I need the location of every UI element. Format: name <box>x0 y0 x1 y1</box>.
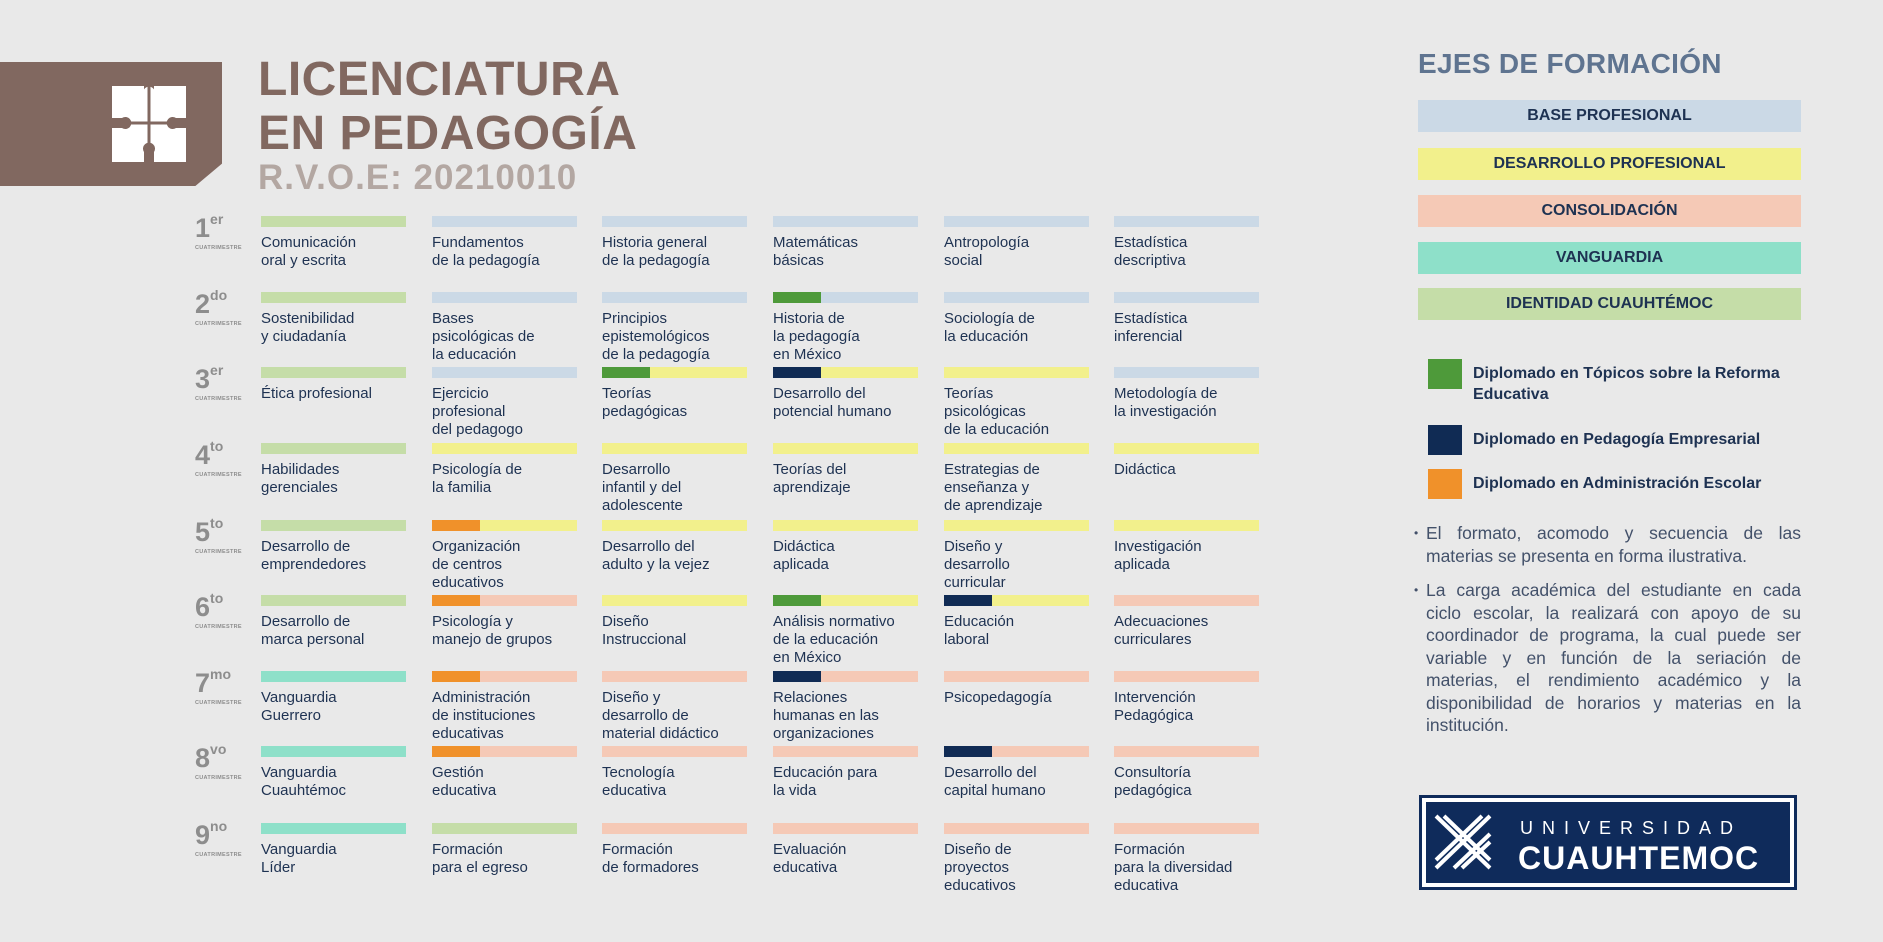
term-number-value: 4 <box>195 440 211 470</box>
course-cell <box>1114 823 1274 895</box>
course-cell <box>602 823 762 877</box>
course-cell <box>432 595 592 649</box>
course-name: Diseño Instruccional <box>602 613 687 648</box>
course-name: Gestión educativa <box>432 764 497 799</box>
diplomado-swatch <box>1428 469 1462 499</box>
axis-color-bar <box>432 443 577 454</box>
axis-color-fill <box>480 520 577 531</box>
course-cell <box>602 292 762 364</box>
axis-color-bar <box>773 292 918 303</box>
university-emblem-icon <box>1432 810 1496 874</box>
axis-color-fill <box>432 292 577 303</box>
diplomado-marker <box>944 595 992 606</box>
course-cell <box>773 216 933 270</box>
axis-color-fill <box>602 216 747 227</box>
course-cell <box>1114 671 1274 725</box>
axis-color-bar <box>602 823 747 834</box>
course-cell <box>944 443 1104 515</box>
course-name: Vanguardia Guerrero <box>261 689 337 724</box>
axis-color-bar <box>261 671 406 682</box>
course-cell <box>1114 292 1274 346</box>
term-number-value: 2 <box>195 289 211 319</box>
axis-color-fill <box>261 292 406 303</box>
term-number-suffix: to <box>210 438 224 454</box>
course-name: Metodología de la investigación <box>1114 385 1218 420</box>
course-name: Evaluación educativa <box>773 841 847 876</box>
axis-color-bar <box>1114 746 1259 757</box>
axis-color-fill <box>821 595 918 606</box>
axis-color-bar <box>261 367 406 378</box>
course-name: Desarrollo del potencial humano <box>773 385 892 420</box>
course-name: Sostenibilidad y ciudadanía <box>261 310 355 345</box>
course-cell <box>432 520 592 592</box>
course-cell <box>944 823 1104 895</box>
diplomado-marker <box>773 292 821 303</box>
course-name: Principios epistemológicos de la pedagogía <box>602 310 710 363</box>
course-cell <box>261 595 421 649</box>
axis-color-bar <box>602 367 747 378</box>
axis-color-fill <box>602 292 747 303</box>
axis-color-bar <box>773 367 918 378</box>
course-cell <box>1114 595 1274 649</box>
axis-color-fill <box>432 367 577 378</box>
course-name: Organización de centros educativos <box>432 538 521 591</box>
course-cell <box>432 292 592 364</box>
axis-color-fill <box>602 443 747 454</box>
axis-color-bar <box>432 216 577 227</box>
course-name: Fundamentos de la pedagogía <box>432 234 540 269</box>
course-cell <box>1114 443 1274 479</box>
axis-color-bar <box>602 746 747 757</box>
course-cell <box>944 520 1104 592</box>
diplomado-marker <box>602 367 650 378</box>
axis-color-fill <box>944 823 1089 834</box>
term-label: CUATRIMESTRE <box>195 775 242 781</box>
course-name: Desarrollo infantil y del adolescente <box>602 461 683 514</box>
course-name: Antropología social <box>944 234 1030 269</box>
axis-color-fill <box>944 520 1089 531</box>
course-name: Historia general de la pedagogía <box>602 234 710 269</box>
axis-color-fill <box>1114 367 1259 378</box>
university-logo <box>1419 795 1797 890</box>
course-name: Ejercicio profesional del pedagogo <box>432 385 523 438</box>
term-number <box>195 362 255 402</box>
term-label: CUATRIMESTRE <box>195 321 242 327</box>
diplomado-marker <box>432 595 480 606</box>
diplomado-marker <box>944 746 992 757</box>
term-number-suffix: mo <box>210 666 232 682</box>
axis-color-fill <box>432 443 577 454</box>
axis-color-fill <box>650 367 747 378</box>
ejes-title: EJES DE FORMACIÓN <box>1418 48 1722 79</box>
course-cell <box>261 520 421 574</box>
course-cell <box>1114 746 1274 800</box>
term-number <box>195 438 255 478</box>
axis-color-bar <box>1114 367 1259 378</box>
diplomado-label: Diplomado en Pedagogía Empresarial <box>1473 431 1761 448</box>
course-cell <box>261 216 421 270</box>
eje-vanguardia: VANGUARDIA <box>1418 242 1801 274</box>
axis-color-bar <box>944 367 1089 378</box>
axis-color-bar <box>432 520 577 531</box>
axis-color-bar <box>432 595 577 606</box>
course-cell <box>432 367 592 439</box>
axis-color-fill <box>773 443 918 454</box>
term-number-suffix: do <box>210 287 228 303</box>
axis-color-fill <box>480 671 577 682</box>
course-cell <box>432 216 592 270</box>
title-line-2: EN PEDAGOGÍA <box>258 107 638 160</box>
axis-color-fill <box>261 823 406 834</box>
course-cell <box>602 520 762 574</box>
axis-color-bar <box>944 520 1089 531</box>
term-label: CUATRIMESTRE <box>195 245 242 251</box>
axis-color-fill <box>944 367 1089 378</box>
axis-color-bar <box>261 292 406 303</box>
course-cell <box>944 671 1104 707</box>
diplomado-swatch <box>1428 359 1462 389</box>
axis-color-fill <box>602 746 747 757</box>
axis-color-bar <box>944 595 1089 606</box>
axis-color-bar <box>261 595 406 606</box>
term-number <box>195 666 255 706</box>
rvoe-label: R.V.O.E: 20210010 <box>258 158 578 197</box>
axis-color-fill <box>1114 595 1259 606</box>
axis-color-bar <box>773 823 918 834</box>
axis-color-fill <box>261 216 406 227</box>
axis-color-fill <box>1114 443 1259 454</box>
course-name: Habilidades gerenciales <box>261 461 340 496</box>
axis-color-fill <box>261 671 406 682</box>
term-number-suffix: no <box>210 818 228 834</box>
eje-desarrollo-profesional: DESARROLLO PROFESIONAL <box>1418 148 1801 180</box>
course-name: Sociología de la educación <box>944 310 1035 345</box>
diplomado-marker <box>432 520 480 531</box>
axis-color-fill <box>261 367 406 378</box>
axis-color-fill <box>602 671 747 682</box>
axis-color-fill <box>602 823 747 834</box>
axis-color-fill <box>1114 520 1259 531</box>
axis-color-bar <box>944 292 1089 303</box>
term-number-value: 5 <box>195 517 211 547</box>
course-cell <box>773 520 933 574</box>
axis-color-fill <box>773 823 918 834</box>
course-name: Investigación aplicada <box>1114 538 1202 573</box>
course-name: Estrategias de enseñanza y de aprendizaje <box>944 461 1043 514</box>
note-text: El formato, acomodo y secuencia de las materias se presenta en forma ilustrativa. <box>1426 523 1801 566</box>
diplomado-marker <box>432 746 480 757</box>
axis-color-bar <box>602 595 747 606</box>
course-name: Psicología de la familia <box>432 461 523 496</box>
course-cell <box>1114 520 1274 574</box>
axis-color-bar <box>602 443 747 454</box>
axis-color-bar <box>261 823 406 834</box>
course-name: Administración de instituciones educativas <box>432 689 536 742</box>
axis-color-fill <box>1114 746 1259 757</box>
course-cell <box>602 595 762 649</box>
course-name: Desarrollo de marca personal <box>261 613 365 648</box>
axis-color-fill <box>261 595 406 606</box>
course-name: Desarrollo del capital humano <box>944 764 1046 799</box>
term-number-suffix: er <box>210 211 224 227</box>
axis-color-fill <box>480 595 577 606</box>
axis-color-fill <box>432 823 577 834</box>
course-cell <box>432 823 592 877</box>
term-label: CUATRIMESTRE <box>195 472 242 478</box>
axis-color-bar <box>1114 823 1259 834</box>
course-name: Formación para el egreso <box>432 841 528 876</box>
course-name: Teorías pedagógicas <box>602 385 688 420</box>
diplomado-swatch <box>1428 425 1462 455</box>
axis-color-bar <box>432 367 577 378</box>
term-number-value: 9 <box>195 820 211 850</box>
term-number-value: 3 <box>195 364 211 394</box>
term-number-suffix: vo <box>210 741 227 757</box>
axis-color-fill <box>944 292 1089 303</box>
term-number <box>195 590 255 630</box>
diplomado-marker <box>773 595 821 606</box>
axis-color-bar <box>1114 292 1259 303</box>
diplomado-marker <box>432 671 480 682</box>
bullet-icon: • <box>1414 526 1419 540</box>
axis-color-bar <box>1114 595 1259 606</box>
term-number <box>195 515 255 555</box>
course-name: Psicología y manejo de grupos <box>432 613 553 648</box>
axis-color-fill <box>1114 292 1259 303</box>
axis-color-bar <box>261 216 406 227</box>
term-number-value: 8 <box>195 743 211 773</box>
course-name: Desarrollo del adulto y la vejez <box>602 538 710 573</box>
course-name: Formación de formadores <box>602 841 699 876</box>
axis-color-fill <box>944 671 1089 682</box>
logo-line-1: UNIVERSIDAD <box>1520 818 1743 838</box>
axis-color-bar <box>602 292 747 303</box>
term-number <box>195 818 255 858</box>
course-cell <box>261 746 421 800</box>
course-cell <box>602 216 762 270</box>
course-cell <box>261 823 421 877</box>
axis-color-bar <box>1114 443 1259 454</box>
axis-color-bar <box>1114 216 1259 227</box>
course-cell <box>944 216 1104 270</box>
axis-color-fill <box>602 595 747 606</box>
axis-color-bar <box>602 520 747 531</box>
axis-color-bar <box>773 216 918 227</box>
diplomado-label: Diplomado en Tópicos sobre la Reforma Educativa <box>1473 365 1780 403</box>
term-number-value: 6 <box>195 592 211 622</box>
axis-color-fill <box>261 520 406 531</box>
course-cell <box>773 367 933 421</box>
term-label: CUATRIMESTRE <box>195 852 242 858</box>
eje-base-profesional: BASE PROFESIONAL <box>1418 100 1801 132</box>
course-cell <box>944 595 1104 649</box>
axis-color-bar <box>1114 671 1259 682</box>
course-name: Ética profesional <box>261 385 372 402</box>
course-name: Vanguardia Cuauhtémoc <box>261 764 347 799</box>
course-name: Intervención Pedagógica <box>1114 689 1196 724</box>
axis-color-fill <box>773 520 918 531</box>
course-cell <box>432 671 592 743</box>
course-name: Diseño de proyectos educativos <box>944 841 1016 894</box>
note-item <box>1414 579 1801 737</box>
axis-color-bar <box>773 520 918 531</box>
puzzle-icon <box>110 84 188 164</box>
term-number-suffix: to <box>210 515 224 531</box>
term-number <box>195 287 255 327</box>
axis-color-bar <box>773 443 918 454</box>
note-item <box>1414 522 1801 567</box>
notes <box>1414 522 1801 749</box>
course-cell <box>773 595 933 667</box>
course-cell <box>773 292 933 364</box>
page-title <box>258 53 638 160</box>
axis-color-bar <box>1114 520 1259 531</box>
axis-color-bar <box>773 746 918 757</box>
axis-color-fill <box>944 443 1089 454</box>
eje-identidad: IDENTIDAD CUAUHTÉMOC <box>1418 288 1801 320</box>
axis-color-fill <box>261 443 406 454</box>
note-text: La carga académica del estudiante en cada ciclo escolar, la realizará con apoyo de su coordinador de programa, la cual puede ser variable y en función de la seriación de materias, el rendimiento académico y la disponibilidad de horarios y materias en la institución. <box>1426 580 1801 735</box>
course-name: Teorías psicológicas de la educación <box>944 385 1050 438</box>
term-label: CUATRIMESTRE <box>195 396 242 402</box>
course-cell <box>773 746 933 800</box>
course-cell <box>602 671 762 743</box>
course-cell <box>432 746 592 800</box>
term-number <box>195 741 255 781</box>
course-cell <box>773 443 933 497</box>
course-name: Didáctica <box>1114 461 1176 478</box>
course-name: Tecnología educativa <box>602 764 675 799</box>
term-number-suffix: er <box>210 362 224 378</box>
axis-color-bar <box>944 443 1089 454</box>
course-name: Desarrollo de emprendedores <box>261 538 367 573</box>
course-name: Diseño y desarrollo curricular <box>944 538 1010 591</box>
term-number <box>195 211 255 251</box>
title-line-1: LICENCIATURA <box>258 53 621 106</box>
axis-color-fill <box>480 746 577 757</box>
course-cell <box>773 671 933 743</box>
course-name: Diseño y desarrollo de material didáctico <box>602 689 719 742</box>
axis-color-fill <box>1114 823 1259 834</box>
course-name: Estadística descriptiva <box>1114 234 1188 269</box>
course-name: Didáctica aplicada <box>773 538 835 573</box>
axis-color-bar <box>261 520 406 531</box>
diplomado-label: Diplomado en Administración Escolar <box>1473 475 1762 492</box>
bullet-icon: • <box>1414 583 1419 597</box>
term-label: CUATRIMESTRE <box>195 624 242 630</box>
axis-color-fill <box>944 216 1089 227</box>
axis-color-bar <box>944 216 1089 227</box>
axis-color-fill <box>821 292 918 303</box>
axis-color-fill <box>261 746 406 757</box>
course-cell <box>432 443 592 497</box>
axis-color-fill <box>821 367 918 378</box>
course-name: Matemáticas básicas <box>773 234 859 269</box>
axis-color-bar <box>602 671 747 682</box>
logo-line-2: CUAUHTEMOC <box>1518 840 1760 876</box>
term-label: CUATRIMESTRE <box>195 549 242 555</box>
axis-color-fill <box>992 595 1089 606</box>
axis-color-fill <box>821 671 918 682</box>
course-name: Adecuaciones curriculares <box>1114 613 1209 648</box>
term-number-value: 1 <box>195 213 211 243</box>
axis-color-bar <box>432 671 577 682</box>
course-name: Relaciones humanas en las organizaciones <box>773 689 879 742</box>
course-cell <box>261 671 421 725</box>
course-cell <box>944 746 1104 800</box>
axis-color-bar <box>773 595 918 606</box>
course-name: Bases psicológicas de la educación <box>432 310 535 363</box>
course-cell <box>261 292 421 346</box>
axis-color-fill <box>773 746 918 757</box>
term-label: CUATRIMESTRE <box>195 700 242 706</box>
axis-color-bar <box>261 746 406 757</box>
course-name: Teorías del aprendizaje <box>773 461 851 496</box>
axis-color-bar <box>944 671 1089 682</box>
course-cell <box>602 367 762 421</box>
course-cell <box>773 823 933 877</box>
axis-color-fill <box>992 746 1089 757</box>
course-cell <box>261 367 421 403</box>
course-cell <box>602 746 762 800</box>
diplomado-marker <box>773 367 821 378</box>
course-cell <box>1114 216 1274 270</box>
term-number-suffix: to <box>210 590 224 606</box>
axis-color-bar <box>261 443 406 454</box>
course-name: Análisis normativo de la educación en México <box>773 613 895 666</box>
course-name: Vanguardia Líder <box>261 841 337 876</box>
course-cell <box>261 443 421 497</box>
course-name: Educación para la vida <box>773 764 878 799</box>
eje-consolidacion: CONSOLIDACIÓN <box>1418 195 1801 227</box>
axis-color-fill <box>432 216 577 227</box>
term-number-value: 7 <box>195 668 211 698</box>
axis-color-fill <box>773 216 918 227</box>
course-name: Consultoría pedagógica <box>1114 764 1192 799</box>
axis-color-fill <box>602 520 747 531</box>
axis-color-bar <box>944 823 1089 834</box>
course-name: Psicopedagogía <box>944 689 1052 706</box>
course-cell <box>1114 367 1274 421</box>
course-cell <box>944 292 1104 346</box>
axis-color-bar <box>432 746 577 757</box>
course-name: Educación laboral <box>944 613 1015 648</box>
axis-color-bar <box>432 823 577 834</box>
axis-color-bar <box>602 216 747 227</box>
axis-color-bar <box>944 746 1089 757</box>
axis-color-bar <box>432 292 577 303</box>
course-name: Estadística inferencial <box>1114 310 1188 345</box>
course-name: Comunicación oral y escrita <box>261 234 357 269</box>
course-name: Historia de la pedagogía en México <box>773 310 860 363</box>
axis-color-fill <box>1114 216 1259 227</box>
course-cell <box>602 443 762 515</box>
course-cell <box>944 367 1104 439</box>
axis-color-fill <box>1114 671 1259 682</box>
course-name: Formación para la diversidad educativa <box>1114 841 1233 894</box>
axis-color-bar <box>773 671 918 682</box>
diplomado-marker <box>773 671 821 682</box>
